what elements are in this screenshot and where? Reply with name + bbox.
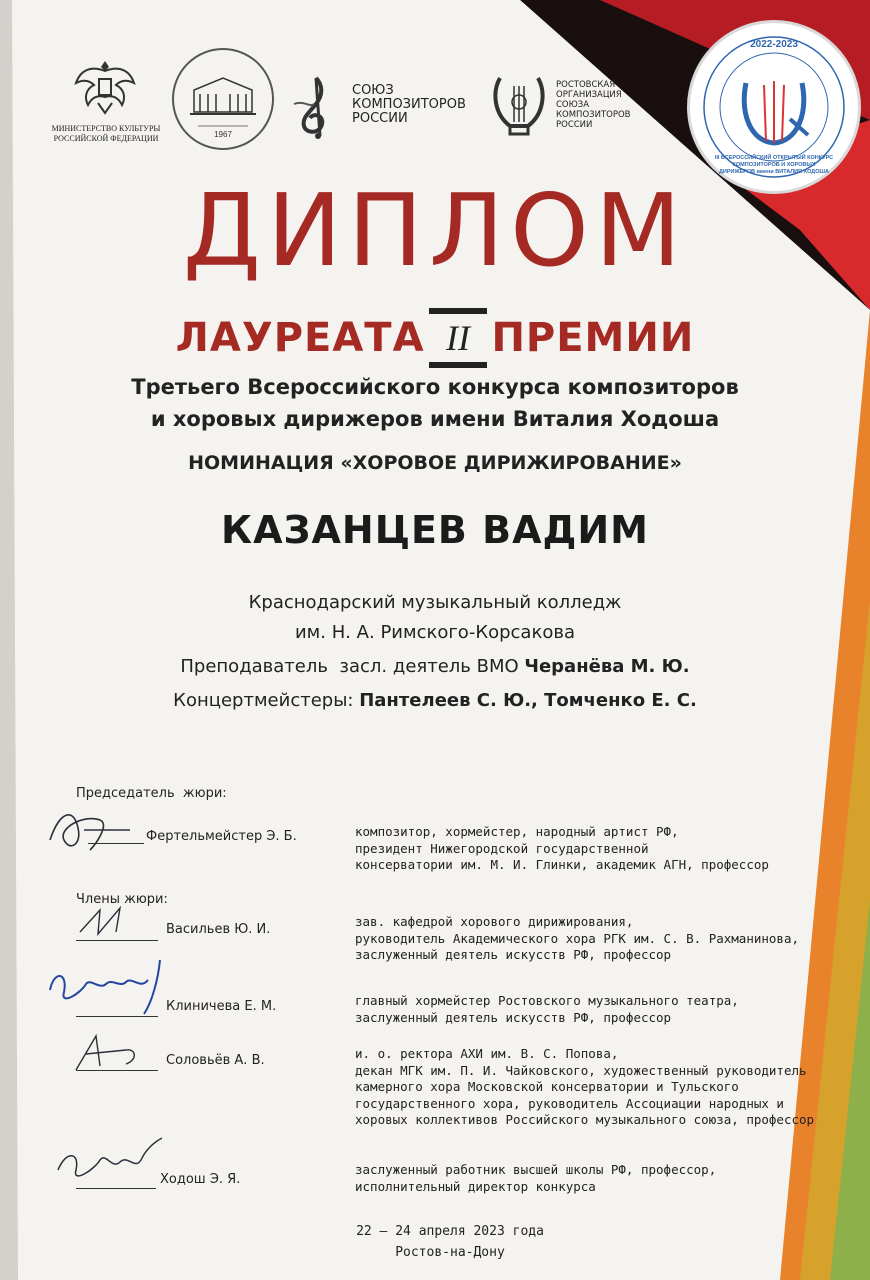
- composers-union-line1: СОЮЗ: [352, 83, 394, 98]
- jury-member-1-name: Васильев Ю. И.: [166, 922, 271, 937]
- accompanists-line: [0, 690, 870, 711]
- laureate-line: [0, 308, 870, 364]
- contest-emblem: [687, 20, 861, 194]
- rostov-union-line5: РОССИИ: [556, 120, 593, 130]
- rostov-union-line2: ОРГАНИЗАЦИЯ: [556, 90, 622, 100]
- jury-member-4-desc: [355, 1162, 835, 1195]
- jury-member-desc-line: камерного хора Московской консерватории и Тульского: [355, 1079, 739, 1094]
- prize-degree: II: [429, 308, 487, 368]
- jury-chair-desc: [355, 824, 855, 874]
- contest-emblem-ring-text: III ВСЕРОССИЙСКИЙ ОТКРЫТЫЙ КОНКУРС КОМПОЗИТОРОВ И ХОРОВЫХ ДИРИЖЁРОВ имени ВИТАЛИЯ ХОДОША: [714, 155, 834, 175]
- jury-member-2-desc: [355, 993, 855, 1026]
- jury-chair-desc-line: президент Нижегородской государственной: [355, 840, 649, 856]
- jury-chair-name: Фертельмейстер Э. Б.: [146, 829, 297, 844]
- jury-member-desc-line: руководитель Академического хора РГК им. С. В. Рахманинова,: [355, 930, 800, 946]
- composers-union-line3: РОССИИ: [352, 111, 408, 126]
- jury-member-desc-line: зав. кафедрой хорового дирижирования,: [355, 914, 634, 929]
- signature-chair: [40, 800, 150, 860]
- laureate-label: ЛАУРЕАТА: [175, 315, 425, 361]
- composers-union-label: [352, 84, 466, 126]
- prize-label: ПРЕМИИ: [491, 315, 695, 361]
- conservatory-year: 1967: [214, 130, 232, 139]
- signature-line-member-4: [76, 1188, 156, 1189]
- jury-member-desc-line: исполнительный директор конкурса: [355, 1178, 596, 1194]
- rostov-union-line4: КОМПОЗИТОРОВ: [556, 110, 631, 120]
- jury-member-desc-line: главный хормейстер Ростовского музыкального театра,: [355, 993, 739, 1008]
- school-line-1: Краснодарский музыкальный колледж: [248, 592, 622, 613]
- contest-line-1: Третьего Всероссийского конкурса композиторов: [131, 375, 739, 399]
- signature-member-2: [40, 950, 180, 1020]
- jury-chair-desc-line: композитор, хормейстер, народный артист РФ,: [355, 824, 679, 839]
- jury-member-3-name: Соловьёв А. В.: [166, 1053, 265, 1068]
- accompanists-label: Концертмейстеры:: [173, 690, 354, 711]
- signature-member-1: [70, 902, 160, 942]
- jury-member-desc-line: декан МГК им. П. И. Чайковского, художественный руководитель: [355, 1062, 807, 1078]
- jury-member-desc-line: заслуженный деятель искусств РФ, профессор: [355, 947, 672, 962]
- signature-line-member-2: [76, 1016, 158, 1017]
- jury-member-desc-line: и. о. ректора АХИ им. В. С. Попова,: [355, 1046, 619, 1061]
- ministry-label-2: РОССИЙСКОЙ ФЕДЕРАЦИИ: [53, 134, 159, 143]
- teacher-label: Преподаватель засл. деятель ВМО: [180, 656, 519, 677]
- jury-member-1-desc: [355, 914, 855, 964]
- conservatory-logo: [172, 48, 274, 150]
- nomination: НОМИНАЦИЯ «ХОРОВОЕ ДИРИЖИРОВАНИЕ»: [188, 452, 682, 474]
- composers-union-line2: КОМПОЗИТОРОВ: [352, 97, 466, 112]
- teacher-line: [0, 656, 870, 677]
- signature-line-member-1: [76, 940, 158, 941]
- signature-line-chair: [88, 843, 144, 844]
- jury-member-4-name: Ходош Э. Я.: [160, 1172, 241, 1187]
- contest-line-2: и хоровых дирижеров имени Виталия Ходоша: [150, 407, 720, 431]
- contest-emblem-year: 2022-2023: [750, 39, 798, 50]
- jury-member-desc-line: заслуженный деятель искусств РФ, профессор: [355, 1009, 672, 1025]
- treble-clef-icon: [290, 74, 348, 140]
- teacher-name: Черанёва М. Ю.: [524, 656, 690, 677]
- ministry-eagle-icon: [72, 55, 138, 119]
- ministry-label-1: МИНИСТЕРСТВО КУЛЬТУРЫ: [51, 124, 161, 133]
- rostov-union-line1: РОСТОВСКАЯ: [556, 80, 616, 90]
- jury-member-desc-line: заслуженный работник высшей школы РФ, профессор,: [355, 1162, 717, 1177]
- jury-members-heading: Члены жюри:: [76, 892, 168, 907]
- jury-member-3-desc: [355, 1046, 855, 1129]
- jury-member-desc-line: государственного хора, руководитель Ассоциации народных и: [355, 1095, 784, 1111]
- school-line-2: им. Н. А. Римского-Корсакова: [294, 622, 575, 643]
- jury-chair-desc-line: консерватории им. М. И. Глинки, академик АГН, профессор: [355, 857, 769, 872]
- signature-member-3: [66, 1030, 156, 1075]
- rostov-union-label: [556, 80, 630, 130]
- lyre-icon: [488, 72, 550, 136]
- jury-member-2-name: Клиничева Е. М.: [166, 999, 277, 1014]
- diploma-title: ДИПЛОМ: [182, 172, 688, 289]
- contest-city: Ростов-на-Дону: [395, 1245, 505, 1260]
- accompanists-names: Пантелеев С. Ю., Томченко Е. С.: [359, 690, 697, 711]
- contest-dates: 22 – 24 апреля 2023 года: [356, 1224, 544, 1239]
- signature-line-member-3: [76, 1070, 158, 1071]
- recipient-name: КАЗАНЦЕВ ВАДИМ: [221, 508, 649, 552]
- rostov-union-line3: СОЮЗА: [556, 100, 590, 110]
- jury-member-desc-line: хоровых коллективов Российского музыкального союза, профессор: [355, 1112, 815, 1127]
- jury-chair-heading: Председатель жюри:: [76, 786, 227, 801]
